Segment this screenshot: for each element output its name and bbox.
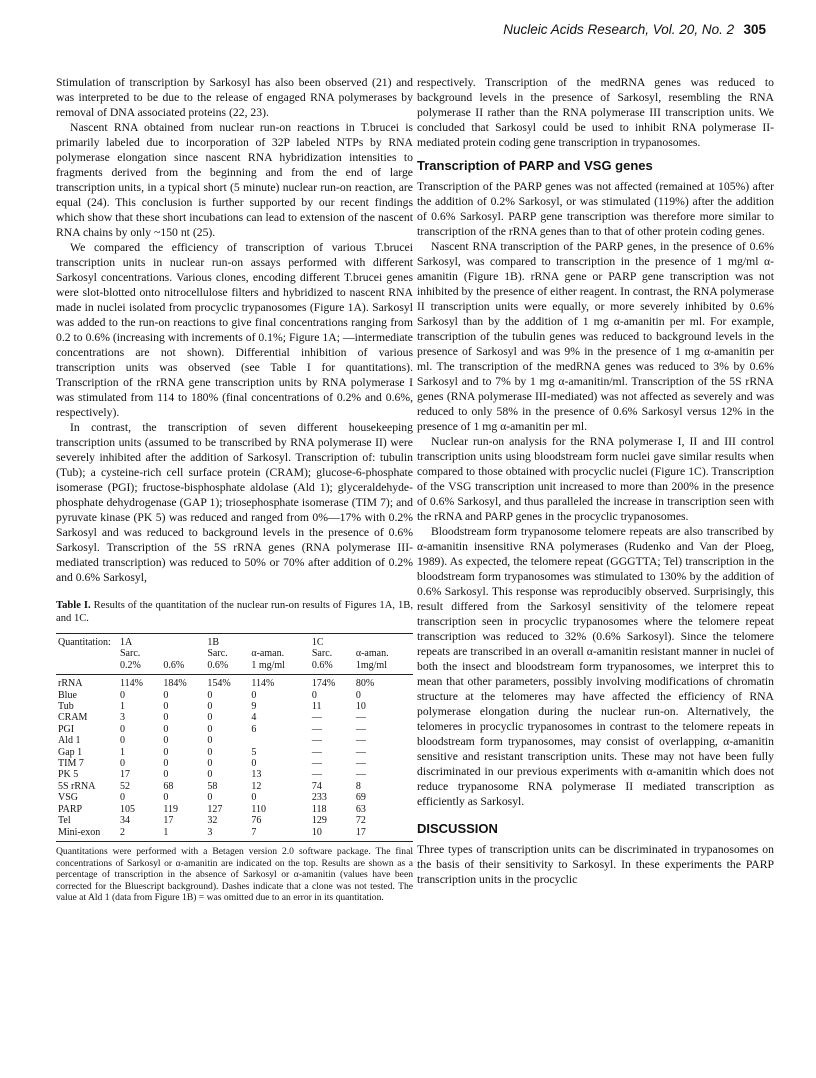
paragraph: Stimulation of transcription by Sarkosyl has also been observed (21) and was interpreted to be due to the release of engaged RNA polymerases by removal of DNA associated proteins (22, 23). — [56, 76, 413, 119]
value-cell: 9 — [251, 701, 257, 713]
paragraph: In contrast, the transcription of seven different housekeeping transcription units (assumed to be transcribed by RNA polymerase II) were severely inhibited after the addition of Sarkosyl. Transcription of: tubulin (Tub); a cysteine-rich cell surface protein (CRAM); glucose-6-phosphate isomerase (PGI); fructose-bisphosphate aldolase (Ald 1); glyceraldehyde-phosphate dehydrogenase (GAP 1); triosephosphate isomerase (TIM 7); and pyruvate kinase (PK 5) was reduced and ranged from 0%—17% with 0.2% Sarkosyl and was reduced to background levels in the presence of 0.6% Sarkosyl. Transcription of the 5S rRNA genes (RNA polymerase III-mediated transcription) was reduced to 50% or 70% after addition of 0.2% and 0.6% Sarkosyl, — [56, 421, 413, 584]
value-cell: 119 — [163, 803, 179, 815]
value-cell: 184% — [163, 678, 187, 690]
value-cell: 3 — [120, 712, 125, 724]
table-row — [56, 815, 413, 826]
value-cell: 0 — [207, 769, 213, 781]
value-cell: 8 — [355, 780, 361, 792]
row-label-cell: Ald 1 — [58, 735, 81, 747]
row-label-cell: PGI — [58, 723, 75, 735]
page-number: 305 — [743, 22, 766, 37]
value-cell: 0 — [120, 723, 125, 735]
row-label-cell: PK 5 — [58, 769, 79, 781]
value-cell: 63 — [355, 803, 366, 815]
value-cell: 0 — [207, 723, 213, 735]
value-cell: 0 — [251, 689, 257, 701]
table-head-cell: α-aman. — [355, 648, 389, 660]
value-cell — [249, 735, 310, 746]
value-cell: 0 — [163, 746, 169, 758]
paragraph: respectively. Transcription of the medRNA genes was reduced to background levels in the presence of Sarkosyl, resembling the RNA polymerase II rather than the RNA polymerase III transcription units. We concluded that Sarkosyl could be used to inhibit RNA polymerase II-mediated protein coding gene transcription in trypanosomes. — [417, 76, 774, 149]
value-cell: — — [311, 723, 322, 735]
value-cell: 0 — [163, 792, 169, 804]
table-head-cell — [354, 634, 413, 649]
table-caption-label: Table I. — [56, 600, 91, 611]
table-head-cell: Sarc. — [207, 648, 228, 660]
value-cell: 0 — [163, 758, 169, 770]
table-row — [56, 769, 413, 780]
row-label-cell: Mini-exon — [56, 827, 118, 842]
table-row — [56, 792, 413, 803]
table-head-cell — [56, 648, 118, 659]
value-cell: 0 — [311, 689, 317, 701]
value-cell: 114% — [251, 678, 275, 690]
paragraph: Bloodstream form trypanosome telomere repeats are also transcribed by α-amanitin insensitive RNA polymerases (Rudenko and Van der Ploeg, 1989). As expected, the telomere repeat (GGGTTA; Tel) transcription in the bloodstream form trypanosomes was stimulated to 130% by the addition of 0.6% Sarkosyl. This response was reproducibly observed. Surprisingly, this result differed from the Sarkosyl sensitivity of the telomere repeat transcription seen in procyclic trypanosomes where the telomere repeat transcription was reduced to 32% (0.6% Sarkosyl). Since the telomere repeats are transcribed in an overall α-amanitin resistant manner in nuclei of both the insect and bloodstream form trypanosomes, we interpret this to mean that other parameters, possibly involving modifications of chromatin structure at the telomeres may have affected the efficiency of RNA polymerase elongation during the nuclear run-on. Alternatively, the telomeres in procyclic trypanosomes in contrast to the telomere repeats in bloodstream form trypanosomes, may consist of overlapping, α-amanitin sensitive and resistant transcription units. These may not have been fully discriminated in our previous experiments with α-amanitin which does not reduce trypanosome RNA polymerase II mediated transcription as efficiently as Sarkosyl. — [417, 525, 774, 808]
value-cell: 1 — [161, 827, 205, 842]
table-head-cell: 0.6% — [161, 660, 205, 675]
value-cell: 68 — [163, 780, 174, 792]
table-head-cell: 0.6% — [310, 660, 354, 675]
table-head-cell: Quantitation: — [56, 634, 118, 649]
value-cell: 0 — [207, 746, 213, 758]
value-cell: — — [355, 712, 366, 724]
results-table — [56, 633, 413, 842]
value-cell: 1 — [120, 701, 125, 713]
right-column — [417, 75, 774, 887]
value-cell: 76 — [251, 815, 262, 827]
table-head — [56, 634, 413, 675]
row-label-cell: 5S rRNA — [58, 780, 96, 792]
value-cell: — — [311, 746, 322, 758]
value-cell: 129 — [311, 815, 327, 827]
value-cell: 233 — [311, 792, 327, 804]
value-cell: 58 — [207, 780, 218, 792]
table-head-cell: Sarc. — [120, 648, 141, 660]
value-cell: 0 — [163, 735, 169, 747]
value-cell: — — [311, 712, 322, 724]
value-cell: 0 — [251, 758, 257, 770]
section-heading: Transcription of PARP and VSG genes — [417, 158, 653, 173]
value-cell: 0 — [163, 723, 169, 735]
value-cell: 0 — [163, 712, 169, 724]
table-head-cell — [161, 648, 205, 659]
paragraph: Nascent RNA transcription of the PARP genes, in the presence of 0.6% Sarkosyl, was compared to transcription in the presence of 1 mg/ml α-amanitin (Figure 1B). rRNA gene or PARP gene transcription was not inhibited by the presence of either reagent. In contrast, the RNA polymerase II transcription units were equally, or more severely inhibited by 0.6% Sarkosyl than by the addition of 1 mg α-amanitin per ml. For example, transcription of the tubulin genes was reduced to background levels in the presence of Sarkosyl and was 9% in the presence of 1 mg α-amanitin per ml. The transcription of the medRNA genes was reduced to 3% by 0.6% Sarkosyl and to 7% by 1 mg α-amanitin/ml. Transcription of the 5S rRNA genes (RNA polymerase III-mediated) was not affected as severely and was reduced to only 58% in the presence of 0.6% Sarkosyl versus 12% in the presence of 1 mg α-amanitin per ml. — [417, 240, 774, 433]
table-row — [56, 690, 413, 701]
value-cell: 11 — [311, 701, 322, 713]
table-row — [56, 758, 413, 769]
value-cell: 0 — [207, 792, 213, 804]
value-cell: 52 — [120, 780, 130, 792]
value-cell: 0 — [163, 769, 169, 781]
value-cell: 118 — [311, 803, 327, 815]
value-cell: 6 — [251, 723, 257, 735]
value-cell: 0 — [120, 689, 125, 701]
value-cell: 10 — [355, 701, 366, 713]
value-cell: — — [311, 758, 322, 770]
table-head-cell — [56, 660, 118, 675]
table-head-cell: α-aman. — [251, 648, 285, 660]
value-cell: — — [355, 758, 366, 770]
table-row — [56, 781, 413, 792]
row-label-cell: VSG — [58, 792, 79, 804]
paragraph: We compared the efficiency of transcription of various T.brucei transcription units in nuclear run-on assays performed with different Sarkosyl concentrations. Various clones, encoding different T.brucei genes were slot-blotted onto nitrocellulose filters and hybridized to nascent RNA made in nuclei isolated from procyclic trypanosomes (Figure 1A). Sarkosyl was added to the run-on reactions to give final concentrations ranging from 0.2 to 0.6% (increasing with increments of 0.1%; Figure 1A; —intermediate concentrations are not shown). Differential inhibition of various transcription units was observed (see Table I for quantitations). Transcription of the rRNA gene transcription units by RNA polymerase I was stimulated from 114 to 180% (final concentrations of 0.2% and 0.6%, respectively). — [56, 241, 413, 419]
value-cell: 174% — [311, 678, 336, 690]
table-head-cell — [161, 634, 205, 649]
value-cell: 13 — [251, 769, 262, 781]
table-caption-text: Results of the quantitation of the nuclear run-on results of Figures 1A, 1B, and 1C. — [56, 600, 413, 624]
table-row — [56, 701, 413, 712]
value-cell: 0 — [207, 712, 213, 724]
table-head-cell: 1mg/ml — [354, 660, 413, 675]
paragraph: Nascent RNA obtained from nuclear run-on reactions in T.brucei is primarily labeled due to incorporation of 32P labeled NTPs by RNA polymerase elongation since nascent RNA hybridization intensities to fragments derived from the beginning and from the end of large transcription units, in a typical short (5 minute) nuclear run-on reaction, are equal (24). This conclusion is further supported by our recent findings which show that these short incubations can lead to extension of the nascent RNA chains by only ~150 nt (25). — [56, 121, 413, 239]
table-footnote: Quantitations were performed with a Betagen version 2.0 software package. The final concentrations of Sarkosyl or α-amanitin are indicated on the top. Results are shown as a percentage of transcription in the absence of Sarkosyl or α-amanitin (values have been corrected for the Bluescript background). Dashes indicate that a clone was not tested. The value at Ald 1 (data from Figure 1B) = was omitted due to an error in its quantitation. — [56, 845, 413, 904]
value-cell: 0 — [163, 689, 169, 701]
value-cell: — — [355, 723, 366, 735]
value-cell: 12 — [251, 780, 262, 792]
value-cell: 0 — [251, 792, 257, 804]
value-cell: 32 — [207, 815, 218, 827]
value-cell: 0 — [207, 701, 213, 713]
table-head-cell — [249, 634, 310, 649]
table-head-cell: Sarc. — [311, 648, 333, 660]
table-head-cell: 1 mg/ml — [249, 660, 310, 675]
table-row — [56, 735, 413, 746]
table-head-cell: 1B — [205, 634, 249, 649]
table-caption — [56, 599, 413, 625]
table-head-cell: 0.6% — [205, 660, 249, 675]
value-cell: 0 — [355, 689, 361, 701]
value-cell: 127 — [207, 803, 223, 815]
value-cell: 2 — [118, 827, 161, 842]
value-cell: — — [311, 769, 322, 781]
value-cell: 80% — [355, 678, 375, 690]
value-cell: 114% — [120, 678, 143, 690]
value-cell: 5 — [251, 746, 257, 758]
journal-citation: Nucleic Acids Research, Vol. 20, No. 2 — [503, 22, 735, 37]
value-cell: 0 — [163, 701, 169, 713]
running-header — [503, 22, 766, 38]
value-cell: 154% — [207, 678, 231, 690]
table-row — [56, 675, 413, 690]
value-cell: 17 — [120, 769, 130, 781]
value-cell: 7 — [249, 827, 310, 842]
row-label-cell: rRNA — [58, 678, 83, 690]
value-cell: 3 — [205, 827, 249, 842]
table-row — [56, 804, 413, 815]
paragraph: Nuclear run-on analysis for the RNA polymerase I, II and III control transcription units using bloodstream form nuclei gave similar results when compared to those obtained with procyclic nuclei (Figure 1C). Transcription of the VSG transcription unit increased to more than 200% in the presence of 0.6% Sarkosyl, and thus paralleled the increase in transcription seen with the rRNA and PARP genes in the procyclic trypanosomes. — [417, 435, 774, 523]
paragraph: Three types of transcription units can be discriminated in trypanosomes on the basis of their sensitivity to Sarkosyl. In these experiments the PARP transcription units in the procyclic — [417, 843, 774, 886]
table-head-row — [56, 648, 413, 659]
row-label-cell: Gap 1 — [58, 746, 83, 758]
value-cell: — — [355, 735, 366, 747]
value-cell: 1 — [120, 746, 125, 758]
table-row — [56, 712, 413, 723]
value-cell: 4 — [251, 712, 257, 724]
value-cell: 0 — [120, 735, 125, 747]
value-cell: — — [355, 769, 366, 781]
value-cell: 72 — [355, 815, 366, 827]
table-head-cell: 1C — [310, 634, 354, 649]
table-head-cell: 0.2% — [118, 660, 161, 675]
table-row — [56, 827, 413, 842]
value-cell: 34 — [120, 815, 130, 827]
value-cell: — — [311, 735, 322, 747]
value-cell: 10 — [310, 827, 354, 842]
value-cell: 0 — [207, 758, 213, 770]
paragraph: Transcription of the PARP genes was not affected (remained at 105%) after the addition of 0.2% Sarkosyl, or was stimulated (119%) after the addition of 0.6% Sarkosyl. PARP gene transcription was therefore more similar to transcription of the rRNA genes than to that of other protein coding genes. — [417, 180, 774, 238]
table-row — [56, 747, 413, 758]
value-cell: 0 — [207, 689, 213, 701]
section-heading: DISCUSSION — [417, 821, 498, 836]
value-cell: 105 — [120, 803, 135, 815]
table-body — [56, 675, 413, 842]
value-cell: 17 — [163, 815, 174, 827]
table-head-row — [56, 634, 413, 649]
value-cell: 74 — [311, 780, 322, 792]
row-label-cell: PARP — [58, 803, 83, 815]
row-label-cell: Tel — [58, 815, 71, 827]
row-label-cell: TIM 7 — [58, 758, 84, 770]
value-cell: 110 — [251, 803, 266, 815]
value-cell: 69 — [355, 792, 366, 804]
row-label-cell: Tub — [58, 701, 74, 713]
table-head-row — [56, 660, 413, 675]
row-label-cell: Blue — [58, 689, 77, 701]
left-column — [56, 75, 413, 904]
row-label-cell: CRAM — [58, 712, 88, 724]
value-cell: 0 — [120, 758, 125, 770]
value-cell: 0 — [120, 792, 125, 804]
table-head-cell: 1A — [118, 634, 161, 649]
value-cell: 0 — [207, 735, 213, 747]
table-row — [56, 724, 413, 735]
value-cell: 17 — [354, 827, 413, 842]
value-cell: — — [355, 746, 366, 758]
